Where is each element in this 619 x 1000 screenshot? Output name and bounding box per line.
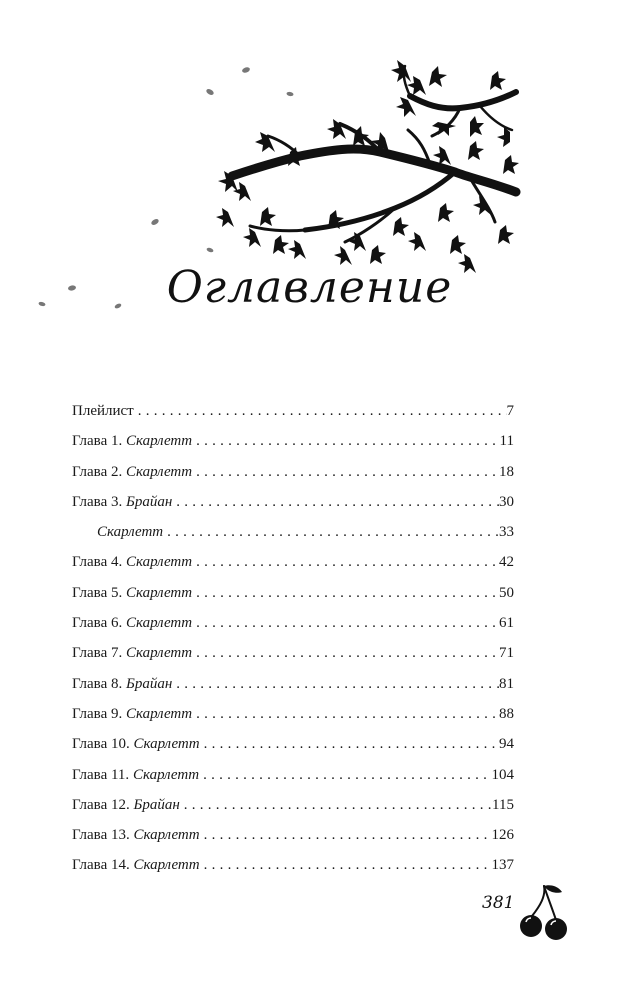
chapter-number: Глава 11. [72,766,130,783]
page-number: 11 [499,433,514,450]
toc-label [72,400,136,422]
toc-entry [72,491,514,521]
toc-label [72,703,194,725]
page-number: 126 [491,827,514,844]
page-number: 104 [491,766,514,783]
chapter-name: Скарлетт [133,736,200,753]
chapter-number: Глава 10. [72,736,130,753]
chapter-name: Скарлетт [125,584,193,601]
toc-label [72,642,194,664]
dot-leader [194,642,499,664]
toc-entry [72,733,514,763]
toc-entry [72,582,514,612]
toc-entry [72,794,514,824]
cherry-icon [516,882,572,944]
toc-entry [72,461,514,491]
table-of-contents [72,400,514,885]
dot-leader [194,551,499,573]
chapter-number: Глава 13. [72,827,130,844]
toc-entry [72,400,514,430]
page-number: 18 [499,463,514,480]
page-number: 33 [499,524,514,541]
chapter-name: Скарлетт [97,524,164,541]
chapter-number: Глава 1. [72,433,123,450]
toc-label [72,794,182,816]
toc-entry [72,673,514,703]
page-number: 61 [499,615,514,632]
folio-page-number: 381 [482,893,515,913]
chapter-name: Брайан [125,675,173,692]
chapter-number: Глава 6. [72,615,123,632]
dot-leader [202,733,499,755]
page-number: 30 [499,493,514,510]
chapter-number: Глава 2. [72,463,123,480]
chapter-name: Скарлетт [125,705,193,722]
page-number: 94 [499,736,514,753]
chapter-number: Глава 12. [72,796,130,813]
dot-leader [201,764,491,786]
page-number: 137 [491,857,514,874]
chapter-number: Глава 4. [72,554,123,571]
toc-label [72,491,174,513]
dot-leader [194,461,499,483]
chapter-name: Брайан [133,796,180,813]
toc-label [72,551,194,573]
dot-leader [165,521,499,543]
toc-label [72,824,202,846]
page-number: 115 [492,796,514,813]
chapter-number: Глава 8. [72,675,123,692]
dot-leader [202,824,492,846]
chapter-number: Плейлист [72,403,134,419]
page-number: 50 [499,584,514,601]
toc-label [72,461,194,483]
toc-label [72,764,201,786]
toc-entry [72,824,514,854]
chapter-name: Скарлетт [125,645,193,662]
dot-leader [174,673,499,695]
toc-entry [72,703,514,733]
page-number: 71 [499,645,514,662]
dot-leader [136,400,507,422]
page-number: 7 [506,403,514,419]
chapter-name: Скарлетт [133,857,200,874]
dot-leader [194,582,499,604]
toc-label [72,733,202,755]
dot-leader [182,794,492,816]
toc-label [72,854,202,876]
chapter-number: Глава 3. [72,493,123,510]
toc-entry [72,521,514,551]
chapter-name: Брайан [125,493,173,510]
toc-label [72,582,194,604]
chapter-name: Скарлетт [132,766,200,783]
page-number: 81 [499,675,514,692]
toc-label [97,521,165,543]
chapter-number: Глава 7. [72,645,123,662]
chapter-name: Скарлетт [125,433,193,450]
page-number: 88 [499,705,514,722]
toc-entry [72,430,514,460]
toc-label [72,612,194,634]
chapter-name: Скарлетт [133,827,200,844]
page-title: Оглавление [166,262,453,313]
chapter-number: Глава 14. [72,857,130,874]
toc-label [72,430,194,452]
dot-leader [194,430,499,452]
chapter-name: Скарлетт [125,463,193,480]
dot-leader [194,612,499,634]
toc-entry [72,551,514,581]
chapter-name: Скарлетт [125,554,193,571]
chapter-name: Скарлетт [125,615,193,632]
page-number: 42 [499,554,514,571]
dot-leader [194,703,499,725]
chapter-number: Глава 5. [72,584,123,601]
toc-entry [72,764,514,794]
dot-leader [174,491,499,513]
toc-entry [72,854,514,884]
chapter-number: Глава 9. [72,705,123,722]
toc-entry [72,642,514,672]
toc-label [72,673,174,695]
dot-leader [202,854,492,876]
toc-entry [72,612,514,642]
